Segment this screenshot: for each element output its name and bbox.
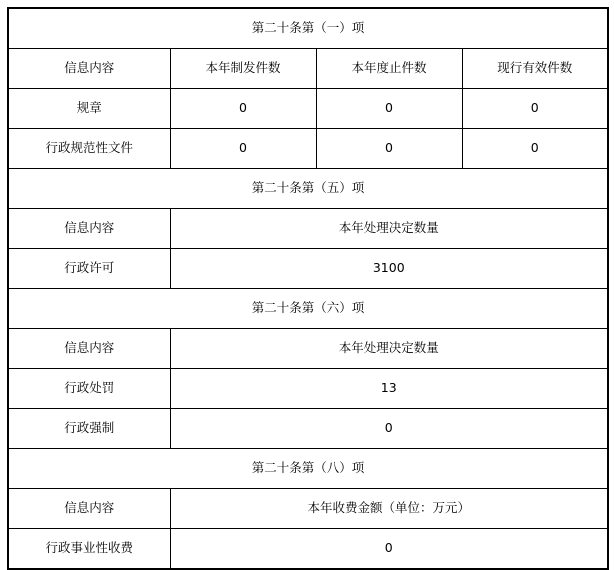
header-info-content: 信息内容 xyxy=(8,489,170,529)
header-row xyxy=(8,49,608,89)
row-label: 行政处罚 xyxy=(8,369,170,409)
cell-value: 0 xyxy=(170,89,316,129)
section-title-row xyxy=(8,8,608,49)
header-row xyxy=(8,329,608,369)
row-label: 行政强制 xyxy=(8,409,170,449)
table-row xyxy=(8,249,608,289)
section-title-row xyxy=(8,449,608,489)
cell-value: 0 xyxy=(462,89,608,129)
header-decision-count: 本年处理决定数量 xyxy=(170,209,608,249)
header-repealed-count: 本年度止件数 xyxy=(316,49,462,89)
section-title-20-8: 第二十条第（八）项 xyxy=(8,449,608,489)
header-info-content: 信息内容 xyxy=(8,329,170,369)
header-info-content: 信息内容 xyxy=(8,209,170,249)
row-label: 规章 xyxy=(8,89,170,129)
cell-value: 0 xyxy=(462,129,608,169)
row-label: 行政事业性收费 xyxy=(8,529,170,570)
cell-value: 13 xyxy=(170,369,608,409)
disclosure-table xyxy=(7,7,609,570)
section-title-20-5: 第二十条第（五）项 xyxy=(8,169,608,209)
section-title-20-6: 第二十条第（六）项 xyxy=(8,289,608,329)
header-info-content: 信息内容 xyxy=(8,49,170,89)
cell-value: 0 xyxy=(170,529,608,570)
table-row xyxy=(8,89,608,129)
header-valid-count: 现行有效件数 xyxy=(462,49,608,89)
cell-value: 0 xyxy=(316,89,462,129)
cell-value: 0 xyxy=(170,409,608,449)
section-title-20-1: 第二十条第（一）项 xyxy=(8,8,608,49)
row-label: 行政规范性文件 xyxy=(8,129,170,169)
cell-value: 0 xyxy=(170,129,316,169)
section-title-row xyxy=(8,289,608,329)
cell-value: 0 xyxy=(316,129,462,169)
section-title-row xyxy=(8,169,608,209)
header-row xyxy=(8,489,608,529)
table-row xyxy=(8,409,608,449)
table-row xyxy=(8,369,608,409)
header-fee-amount: 本年收费金额（单位：万元） xyxy=(170,489,608,529)
header-decision-count: 本年处理决定数量 xyxy=(170,329,608,369)
header-row xyxy=(8,209,608,249)
row-label: 行政许可 xyxy=(8,249,170,289)
table-row xyxy=(8,129,608,169)
header-issued-count: 本年制发件数 xyxy=(170,49,316,89)
cell-value: 3100 xyxy=(170,249,608,289)
